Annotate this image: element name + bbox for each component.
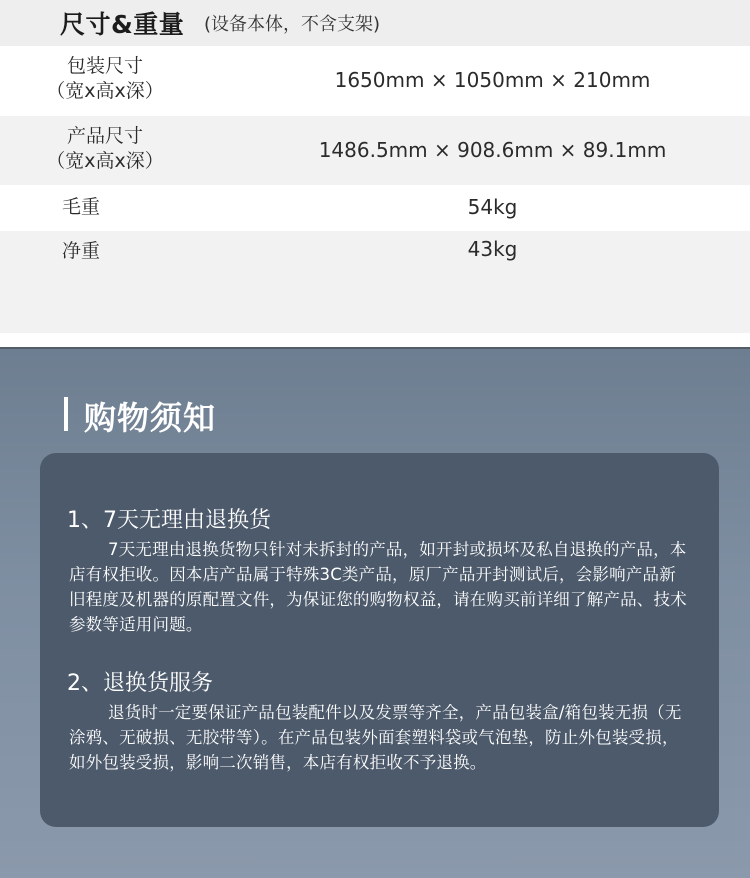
spec-spacer (0, 272, 750, 333)
spec-row-label (40, 54, 170, 104)
spec-row-label: 毛重 (62, 196, 101, 218)
spec-row-gross-weight (0, 185, 750, 231)
spec-row-net-weight (0, 231, 750, 272)
spec-row-label: 净重 (62, 240, 101, 262)
spec-row-value: 54kg (467, 195, 518, 219)
title-accent-bar (64, 397, 68, 431)
spec-row-label-line2: （宽x高x深） (46, 80, 164, 102)
spec-row-value: 1650mm × 1050mm × 210mm (334, 68, 651, 92)
notice-item-body: 7天无理由退换货物只针对未拆封的产品，如开封或损坏及私自退换的产品，本店有权拒收。因本店产品属于特殊3C类产品，原厂产品开封测试后，会影响产品新旧程度及机器的原配置文件，为保证您的购物权益，请在购买前详细了解产品、技术参数等适用问题。 (69, 540, 687, 634)
notice-item-body: 退货时一定要保证产品包装配件以及发票等齐全，产品包装盒/箱包装无损（无涂鸦、无破损、无胶带等）。在产品包装外面套塑料袋或气泡垫，防止外包装受损，如外包装受损，影响二次销售，本店有权拒收不予退换。 (69, 703, 682, 772)
spec-subtitle: (设备本体，不含支架) (204, 14, 381, 35)
notice-card (40, 453, 719, 827)
spec-row-value: 43kg (467, 237, 518, 261)
spec-row-label (40, 124, 170, 174)
spec-row-label-line2: （宽x高x深） (46, 150, 164, 172)
spec-header (0, 0, 750, 46)
notice-item-heading: 1、7天无理由退换货 (67, 508, 271, 533)
spec-row-label-line1: 包装尺寸 (66, 55, 143, 77)
spec-section (0, 0, 750, 333)
notice-title: 购物须知 (84, 399, 217, 437)
spec-row-value: 1486.5mm × 908.6mm × 89.1mm (318, 138, 667, 162)
notice-item-heading: 2、退换货服务 (67, 671, 213, 696)
spec-title: 尺寸&重量 (60, 10, 185, 39)
spec-row-package-size (0, 46, 750, 116)
spec-row-product-size (0, 116, 750, 185)
notice-section (0, 347, 750, 878)
spec-row-label-line1: 产品尺寸 (66, 125, 143, 147)
